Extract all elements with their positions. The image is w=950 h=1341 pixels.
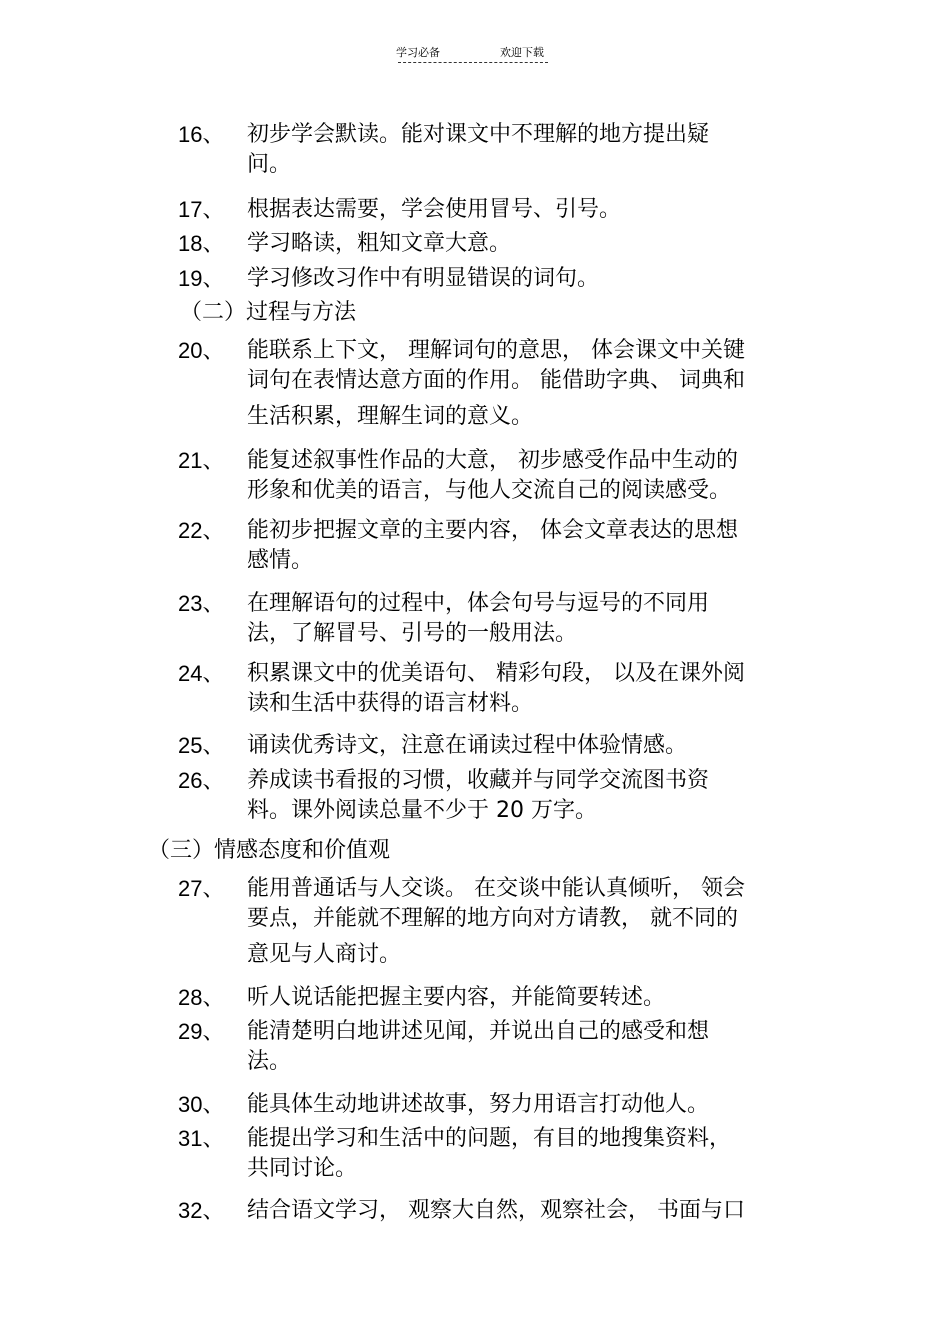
item-text xyxy=(247,446,842,506)
item-text xyxy=(247,1124,842,1184)
item-text-line: 听人说话能把握主要内容，并能简要转述。 xyxy=(247,985,666,1010)
item-text xyxy=(247,1090,842,1120)
header-right-text: 欢迎下载 xyxy=(500,46,544,59)
section-heading-process: （二）过程与方法 xyxy=(180,300,357,325)
item-text xyxy=(247,229,842,259)
item-number: 32、 xyxy=(178,1198,225,1223)
item-number: 29、 xyxy=(178,1019,225,1044)
header-left-text: 学习必备 xyxy=(396,46,440,59)
item-text-line: 能具体生动地讲述故事，努力用语言打动他人。 xyxy=(247,1092,710,1117)
item-text-line: 养成读书看报的习惯，收藏并与同学交流图书资 xyxy=(247,768,710,793)
item-text-line: 法。 xyxy=(247,1049,292,1074)
item-text-line: 形象和优美的语言，与他人交流自己的阅读感受。 xyxy=(247,478,732,503)
item-text xyxy=(247,874,842,970)
page-header xyxy=(0,44,950,68)
item-text-line: 生活积累，理解生词的意义。 xyxy=(247,404,534,429)
item-number: 23、 xyxy=(178,591,225,616)
item-number: 25、 xyxy=(178,733,225,758)
header-rule xyxy=(398,62,548,63)
item-number: 17、 xyxy=(178,197,225,222)
item-number: 24、 xyxy=(178,661,225,686)
item-text-line: 诵读优秀诗文，注意在诵读过程中体验情感。 xyxy=(247,733,688,758)
item-text-line: 结合语文学习， 观察大自然，观察社会， 书面与口 xyxy=(247,1198,745,1223)
item-text-line: 感情。 xyxy=(247,548,314,573)
item-text-line: 能提出学习和生活中的问题，有目的地搜集资料， xyxy=(247,1126,732,1151)
item-text xyxy=(247,264,842,294)
item-text-line: 共同讨论。 xyxy=(247,1156,358,1181)
item-text-line: 要点，并能就不理解的地方向对方请教， 就不同的 xyxy=(247,906,738,931)
item-text-line: 料。课外阅读总量不少于 20 万字。 xyxy=(247,798,597,823)
item-text xyxy=(247,516,842,576)
item-text-line: 能复述叙事性作品的大意， 初步感受作品中生动的 xyxy=(247,448,738,473)
item-text xyxy=(247,336,842,432)
item-text xyxy=(247,589,842,649)
item-text-line: 学习修改习作中有明显错误的词句。 xyxy=(247,266,600,291)
item-text xyxy=(247,1196,842,1226)
item-number: 31、 xyxy=(178,1126,225,1151)
item-number: 20、 xyxy=(178,338,225,363)
item-text xyxy=(247,1017,842,1077)
item-text xyxy=(247,195,842,225)
item-number: 27、 xyxy=(178,876,225,901)
item-text xyxy=(247,120,842,180)
item-text-line: 根据表达需要，学会使用冒号、引号。 xyxy=(247,197,622,222)
item-number: 30、 xyxy=(178,1092,225,1117)
item-text xyxy=(247,983,842,1013)
item-text-line: 初步学会默读。能对课文中不理解的地方提出疑 xyxy=(247,122,710,147)
item-text-line: 意见与人商讨。 xyxy=(247,942,402,967)
item-number: 16、 xyxy=(178,122,225,147)
section-heading-emotion: （三）情感态度和价值观 xyxy=(148,838,391,863)
item-text-line: 能初步把握文章的主要内容， 体会文章表达的思想 xyxy=(247,518,738,543)
item-text-line: 读和生活中获得的语言材料。 xyxy=(247,691,534,716)
item-text xyxy=(247,731,842,761)
item-text-line: 能联系上下文， 理解词句的意思， 体会课文中关键 xyxy=(247,338,745,363)
item-text-line: 能用普通话与人交谈。 在交谈中能认真倾听， 领会 xyxy=(247,876,745,901)
item-text xyxy=(247,766,842,826)
item-text-line: 在理解语句的过程中，体会句号与逗号的不同用 xyxy=(247,591,710,616)
item-text-line: 学习略读，粗知文章大意。 xyxy=(247,231,512,256)
item-text-line: 能清楚明白地讲述见闻，并说出自己的感受和想 xyxy=(247,1019,710,1044)
item-number: 26、 xyxy=(178,768,225,793)
item-text xyxy=(247,659,842,719)
item-number: 28、 xyxy=(178,985,225,1010)
item-text-line: 积累课文中的优美语句、 精彩句段， 以及在课外阅 xyxy=(247,661,745,686)
item-number: 22、 xyxy=(178,518,225,543)
item-number: 19、 xyxy=(178,266,225,291)
item-text-line: 问。 xyxy=(247,152,292,177)
item-text-line: 法，了解冒号、引号的一般用法。 xyxy=(247,621,578,646)
item-text-line: 词句在表情达意方面的作用。 能借助字典、 词典和 xyxy=(247,368,745,393)
item-number: 21、 xyxy=(178,448,225,473)
item-number: 18、 xyxy=(178,231,225,256)
